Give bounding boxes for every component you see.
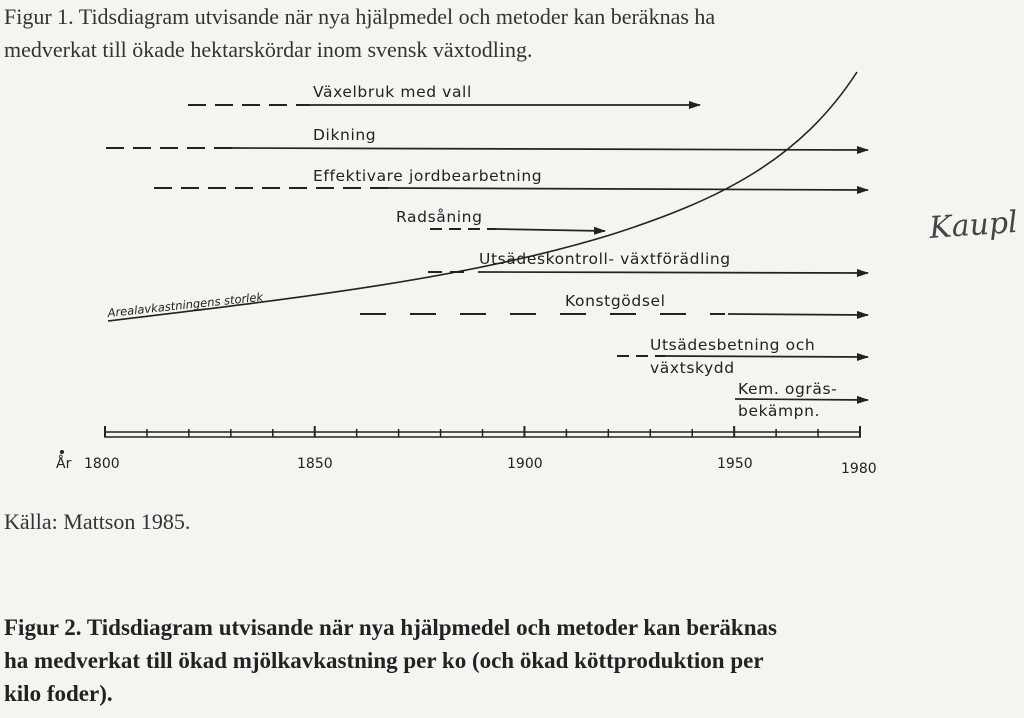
figure2-caption — [4, 611, 1024, 710]
method-row-radsaning — [396, 208, 605, 231]
method-label-line1: Utsädesbetning och — [650, 336, 816, 354]
axis-tick-label: 1900 — [507, 456, 543, 472]
method-row-dikning — [106, 126, 868, 150]
solid-arrow — [728, 314, 868, 315]
solid-arrow — [388, 188, 868, 190]
solid-arrow — [665, 356, 868, 357]
method-label: Konstgödsel — [565, 292, 666, 310]
axis-prefix: År — [56, 456, 72, 472]
method-row-konstgodsel — [360, 292, 868, 315]
method-row-utsadesbetning — [617, 336, 868, 377]
figure2-caption-line2: ha medverkat till ökad mjölkavkastning per ko (och ökad köttproduktion per — [4, 648, 764, 673]
method-row-vaxelbruk — [188, 83, 700, 105]
method-label: Utsädeskontroll- växtförädling — [479, 250, 731, 268]
method-label-line1: Kem. ogräs- — [738, 380, 838, 398]
method-label: Växelbruk med vall — [313, 83, 472, 101]
solid-arrow — [496, 229, 605, 231]
handwritten-note: Kaupl — [928, 204, 1019, 246]
axis-tick-label: 1850 — [297, 456, 333, 472]
method-label: Dikning — [313, 126, 377, 144]
axis-start-dot — [60, 450, 64, 454]
method-label: Effektivare jordbearbetning — [313, 167, 543, 185]
axis-tick-label: 1980 — [841, 461, 877, 477]
figure2-caption-line3: kilo foder). — [4, 681, 113, 706]
solid-arrow — [735, 399, 868, 400]
time-axis — [56, 426, 877, 477]
axis-tick-label: 1800 — [84, 456, 120, 472]
method-row-utsadeskontroll — [428, 250, 868, 273]
figure1-caption-line2: medverkat till ökade hektarskördar inom svensk växtodling. — [4, 37, 533, 62]
curve-label: Arealavkastningens storlek — [106, 289, 264, 320]
yield-curve — [108, 72, 857, 321]
solid-arrow — [232, 148, 868, 150]
method-label-line2: växtskydd — [650, 359, 735, 377]
source-note: Källa: Mattson 1985. — [4, 509, 191, 534]
axis-tick-label: 1950 — [717, 456, 753, 472]
method-label-line2: bekämpn. — [738, 402, 821, 420]
method-label: Radsåning — [396, 208, 483, 226]
method-row-kem-ograsbekampn — [735, 380, 868, 420]
solid-arrow — [478, 272, 868, 273]
figure1-caption-line1: Figur 1. Tidsdiagram utvisande när nya hjälpmedel och metoder kan beräknas ha — [4, 4, 716, 29]
method-row-jordbearbetning — [154, 167, 868, 190]
figure2-caption-line1: Figur 2. Tidsdiagram utvisande när nya hjälpmedel och metoder kan beräknas — [4, 615, 777, 640]
